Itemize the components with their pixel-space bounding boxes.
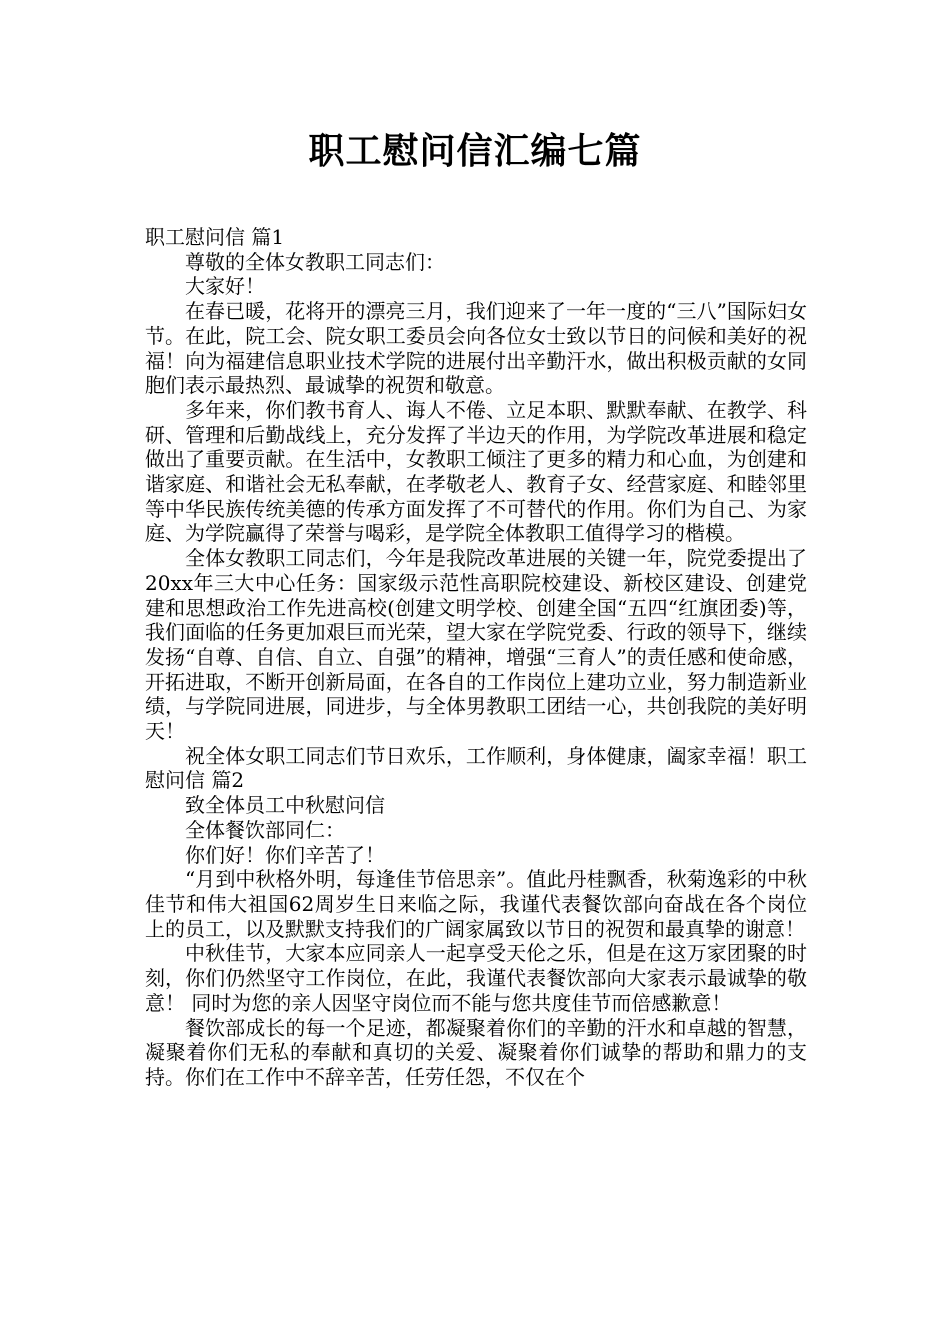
paragraph: 在春已暖，花将开的漂亮三月，我们迎来了一年一度的“三八”国际妇女节。在此，院工会、院女职工委员会向各位女士致以节日的问候和美好的祝福！向为福建信息职业技术学院的进展付出辛勤汗水，做出积极贡献的女同胞们表示最热烈、最诚挚的祝贺和敬意。 <box>145 299 807 398</box>
document-title: 职工慰问信汇编七篇 <box>308 131 642 172</box>
letter-title: 致全体员工中秋慰问信 <box>185 793 385 818</box>
paragraph: “月到中秋格外明，每逢佳节倍思亲”。值此丹桂飘香，秋菊逸彩的中秋佳节和伟大祖国62周岁生日来临之际，我谨代表餐饮部向奋战在各个岗位上的员工，以及默默支持我们的广阔家属致以节日的祝贺和最真挚的谢意！ <box>145 867 807 941</box>
salutation: 尊敬的全体女教职工同志们： <box>185 249 445 274</box>
paragraph: 餐饮部成长的每一个足迹，都凝聚着你们的辛勤的汗水和卓越的智慧，凝聚着你们无私的奉献和真切的关爱、凝聚着你们诚挚的帮助和鼎力的支持。你们在工作中不辞辛苦，任劳任怨，不仅在个 <box>145 1015 807 1089</box>
document-body <box>145 225 807 1090</box>
salutation: 全体餐饮部同仁： <box>185 817 345 842</box>
paragraph: 中秋佳节，大家本应同亲人一起享受天伦之乐，但是在这万家团聚的时刻，你们仍然坚守工作岗位，在此，我谨代表餐饮部向大家表示最诚挚的敬意！ 同时为您的亲人因坚守岗位而不能与您共度佳节而倍感歉意！ <box>145 941 807 1015</box>
paragraph: 多年来，你们教书育人、诲人不倦、立足本职、默默奉献、在教学、科研、管理和后勤战线上，充分发挥了半边天的作用，为学院改革进展和稳定做出了重要贡献。在生活中，女教职工倾注了更多的精力和心血，为创建和谐家庭、和谐社会无私奉献，在孝敬老人、教育子女、经营家庭、和睦邻里等中华民族传统美德的传承方面发挥了不可替代的作用。你们为自己、为家庭、为学院赢得了荣誉与喝彩，是学院全体教职工值得学习的楷模。 <box>145 397 807 546</box>
greeting: 你们好！你们辛苦了！ <box>185 842 385 867</box>
paragraph: 祝全体女职工同志们节日欢乐，工作顺利，身体健康，阖家幸福！职工慰问信 篇2 <box>145 743 807 793</box>
greeting: 大家好！ <box>185 274 265 299</box>
section-heading-1: 职工慰问信 篇1 <box>145 225 285 249</box>
paragraph: 全体女教职工同志们，今年是我院改革进展的关键一年，院党委提出了20xx年三大中心任务：国家级示范性高职院校建设、新校区建设、创建党建和思想政治工作先进高校(创建文明学校、创建全国“五四“红旗团委)等，我们面临的任务更加艰巨而光荣，望大家在学院党委、行政的领导下，继续发扬“自尊、自信、自立、自强”的精神，增强“三育人”的责任感和使命感，开拓进取，不断开创新局面，在各自的工作岗位上建功立业，努力制造新业绩，与学院同进展，同进步，与全体男教职工团结一心，共创我院的美好明天！ <box>145 546 807 744</box>
